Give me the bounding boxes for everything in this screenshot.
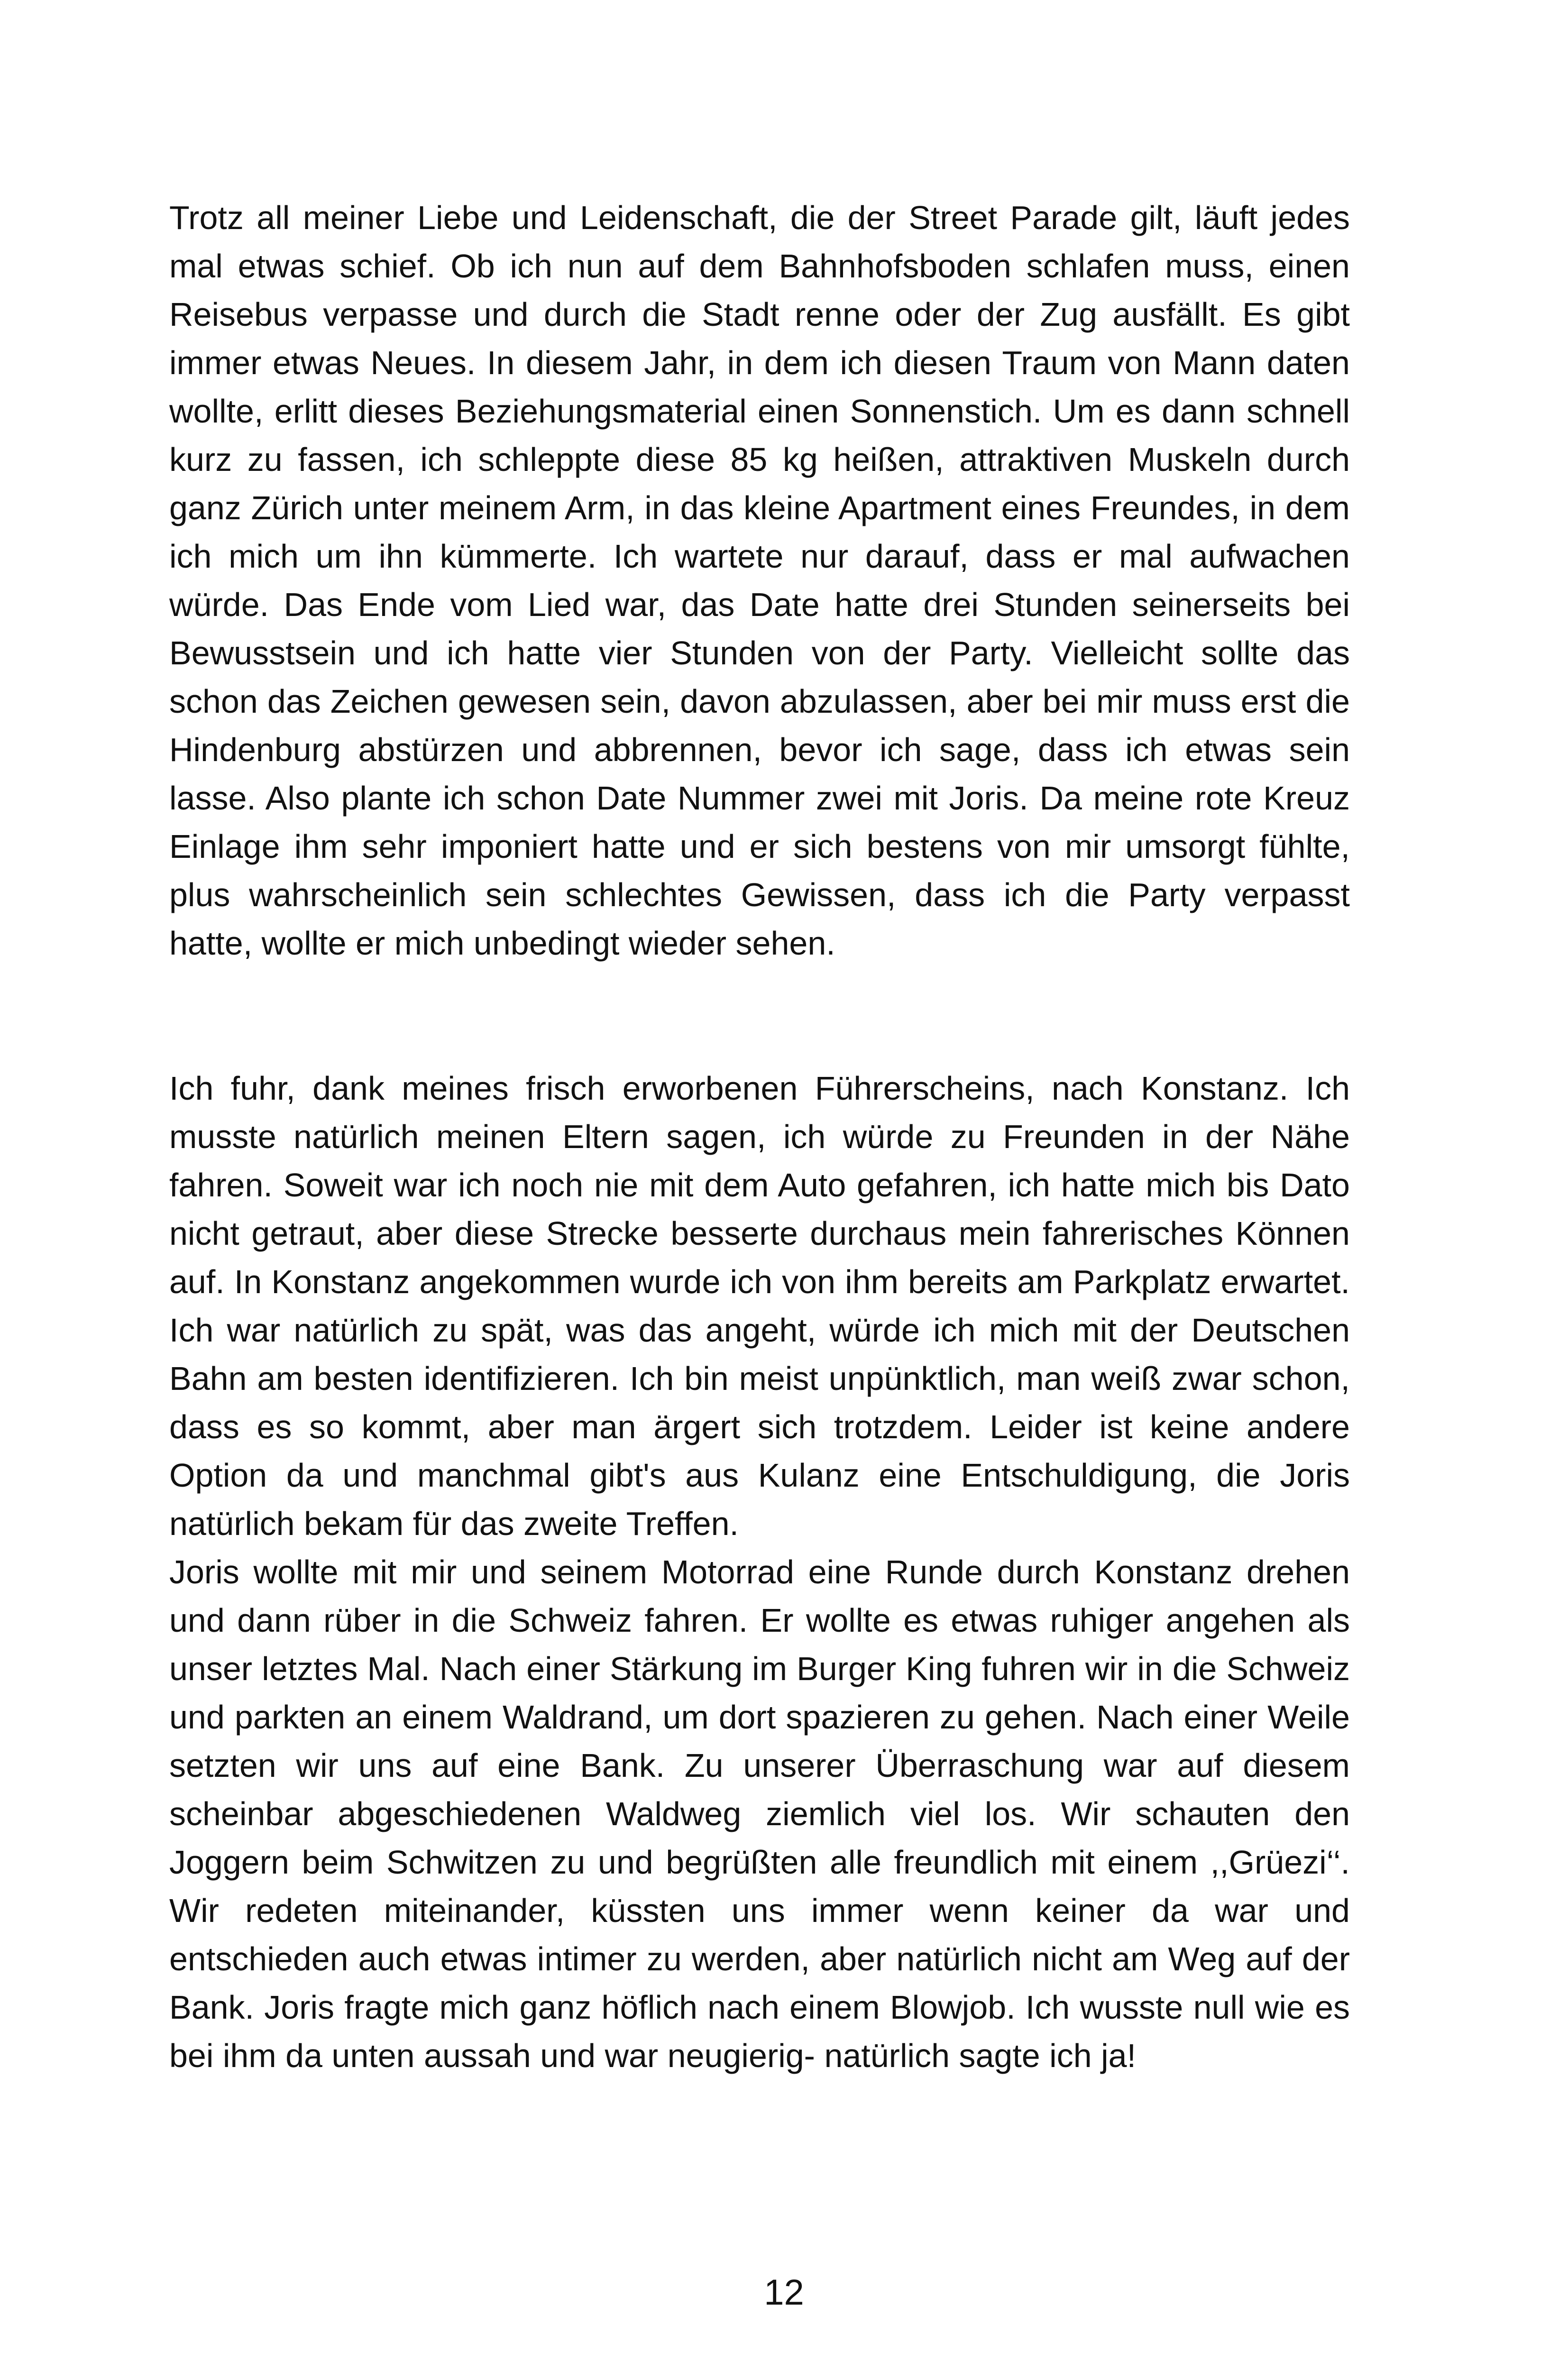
- paragraph-2: Ich fuhr, dank meines frisch erworbenen Führerscheins, nach Konstanz. Ich musste natürlich meinen Eltern sagen, ich würde zu Freunden in der Nähe fahren. Soweit war ich noch nie mit dem Auto gefahren, ich hatte mich bis Dato nicht getraut, aber diese Strecke besserte durchaus mein fahrerisches Können auf. In Konstanz angekommen wurde ich von ihm bereits am Parkplatz erwartet. Ich war natürlich zu spät, was das angeht, würde ich mich mit der Deutschen Bahn am besten identifizieren. Ich bin meist unpünktlich, man weiß zwar schon, dass es so kommt, aber man ärgert sich trotzdem. Leider ist keine andere Option da und manchmal gibt's aus Kulanz eine Entschuldigung, die Joris natürlich bekam für das zweite Treffen.: [169, 1070, 1350, 1542]
- paragraph-1-block: [169, 193, 1350, 967]
- paragraph-3: Joris wollte mit mir und seinem Motorrad eine Runde durch Konstanz drehen und dann rüber in die Schweiz fahren. Er wollte es etwas ruhiger angehen als unser letztes Mal. Nach einer Stärkung im Burger King fuhren wir in die Schweiz und parkten an einem Waldrand, um dort spazieren zu gehen. Nach einer Weile setzten wir uns auf eine Bank. Zu unserer Überraschung war auf diesem scheinbar abgeschiedenen Waldweg ziemlich viel los. Wir schauten den Joggern beim Schwitzen zu und begrüßten alle freundlich mit einem ,,Grüezi‘‘. Wir redeten miteinander, küssten uns immer wenn keiner da war und entschieden auch etwas intimer zu werden, aber natürlich nicht am Weg auf der Bank. Joris fragte mich ganz höflich nach einem Blowjob. Ich wusste null wie es bei ihm da unten aussah und war neugierig- natürlich sagte ich ja!: [169, 1553, 1350, 2074]
- paragraph-2-block: [169, 1064, 1350, 2080]
- page-number: 12: [764, 2272, 804, 2313]
- paragraph-1: Trotz all meiner Liebe und Leidenschaft, die der Street Parade gilt, läuft jedes mal etwas schief. Ob ich nun auf dem Bahnhofsboden schlafen muss, einen Reisebus verpasse und durch die Stadt renne oder der Zug ausfällt. Es gibt immer etwas Neues. In diesem Jahr, in dem ich diesen Traum von Mann daten wollte, erlitt dieses Beziehungsmaterial einen Sonnenstich. Um es dann schnell kurz zu fassen, ich schleppte diese 85 kg heißen, attraktiven Muskeln durch ganz Zürich unter meinem Arm, in das kleine Apartment eines Freundes, in dem ich mich um ihn kümmerte. Ich wartete nur darauf, dass er mal aufwachen würde. Das Ende vom Lied war, das Date hatte drei Stunden seinerseits bei Bewusstsein und ich hatte vier Stunden von der Party. Vielleicht sollte das schon das Zeichen gewesen sein, davon abzulassen, aber bei mir muss erst die Hindenburg abstürzen und abbrennen, bevor ich sage, dass ich etwas sein lasse. Also plante ich schon Date Nummer zwei mit Joris. Da meine rote Kreuz Einlage ihm sehr imponiert hatte und er sich bestens von mir umsorgt fühlte, plus wahrscheinlich sein schlechtes Gewissen, dass ich die Party verpasst hatte, wollte er mich unbedingt wieder sehen.: [169, 199, 1350, 962]
